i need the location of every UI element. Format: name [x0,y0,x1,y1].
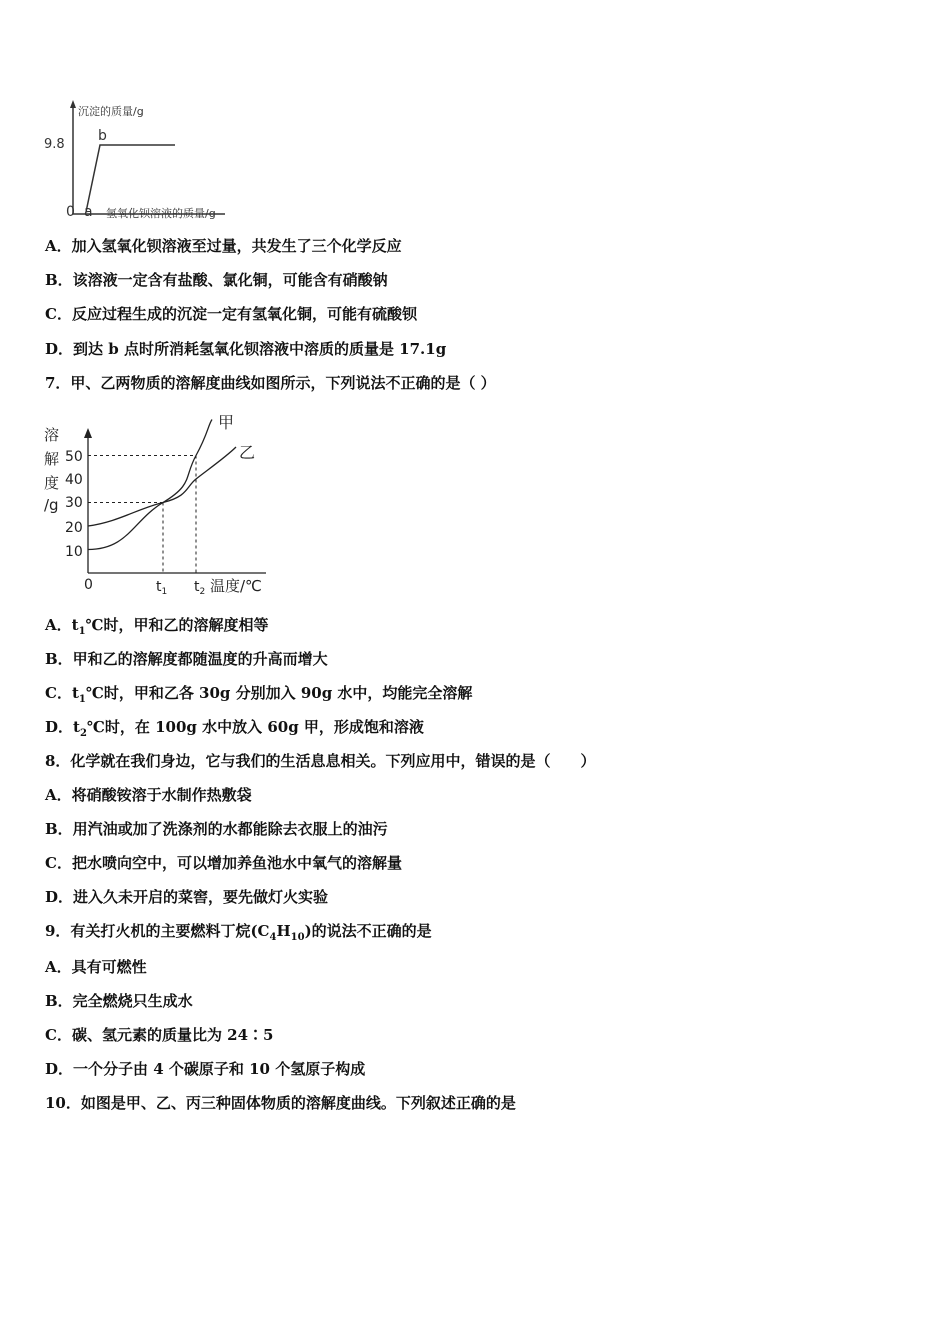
y-axis-arrow [84,428,92,438]
x-axis-label: 温度/℃ [210,577,262,595]
y-tick-50: 50 [65,449,83,465]
q7-option-a [45,615,269,642]
q7-option-b [45,649,328,669]
y-label-char-1: 溶 [44,426,60,444]
q7-stem: 7．甲、乙两物质的溶解度曲线如图所示，下列说法不正确的是（ ） [45,374,496,392]
start-a-label: a [84,204,93,220]
q6-option-d: D．到达 b 点时所消耗氢氧化钡溶液中溶质的质量是 17.1g [45,340,447,358]
q7-option-d [45,717,424,744]
y-tick-30: 30 [65,495,83,511]
point-b-label: b [98,128,107,144]
curve-yi [88,447,236,526]
q8-option-c: C．把水喷向空中，可以增加养鱼池水中氧气的溶解量 [45,854,402,872]
q8-option-b: B．用汽油或加了洗涤剂的水都能除去衣服上的油污 [45,820,388,838]
q7-option-c-prefix: C．t [45,684,79,702]
q9-stem-a: 9．有关打火机的主要燃料丁烷(C [45,922,270,940]
q7-option-c-rest: ℃时，甲和乙各 30g 分别加入 90g 水中，均能完全溶解 [85,684,473,702]
q7-option-a-prefix: A．t [45,616,79,634]
curves-layer [88,420,236,574]
x-axis-label: 氢氧化钡溶液的质量/g [106,207,216,220]
q7-option-c-sub: 1 [78,694,86,705]
curve-yi-label: 乙 [239,443,256,462]
q7-option-d-sub: 2 [79,728,87,739]
y-label-char-2: 解 [44,450,60,468]
precipitate-graph [40,98,240,222]
t1-label: $t_1$ [156,579,168,597]
q9-option-a: A．具有可燃性 [45,958,147,976]
q8-option-a: A．将硝酸铵溶于水制作热敷袋 [45,786,252,804]
y-axis-arrow [70,100,76,108]
precipitate-line [86,145,175,212]
q6-option-b: B．该溶液一定含有盐酸、氯化铜，可能含有硝酸钠 [45,271,388,289]
q9-sub-1: 4 [269,932,277,943]
q9-stem-c: )的说法不正确的是 [304,922,432,940]
y-axis-label: 沉淀的质量/g [78,105,144,118]
q8-stem: 8．化学就在我们身边，它与我们的生活息息相关。下列应用中，错误的是（ ） [45,752,596,770]
curve-jia [88,420,212,550]
q9-option-d: D．一个分子由 4 个碳原子和 10 个氢原子构成 [45,1060,366,1078]
origin-label: 0 [66,204,75,220]
y-label-char-4: /g [44,496,59,514]
q8-option-d: D．进入久未开启的菜窖，要先做灯火实验 [45,888,329,906]
y-label-char-3: 度 [44,474,60,492]
q7-option-d-prefix: D．t [45,718,80,736]
q9-option-c: C．碳、氢元素的质量比为 24∶5 [45,1026,274,1044]
q9-option-b: B．完全燃烧只生成水 [45,992,193,1010]
curve-jia-label: 甲 [218,413,235,432]
t2-label: $t_2$ [194,579,206,597]
q6-option-a: A．加入氢氧化钡溶液至过量，共发生了三个化学反应 [45,237,402,255]
q6-option-c: C．反应过程生成的沉淀一定有氢氧化铜，可能有硫酸钡 [45,305,417,323]
solubility-graph [38,410,278,600]
y-tick-20: 20 [65,520,83,536]
origin-label: 0 [84,577,93,593]
y-tick-40: 40 [65,472,83,488]
y-tick-10: 10 [65,544,83,560]
q7-option-c [45,683,472,710]
q7-option-a-rest: ℃时，甲和乙的溶解度相等 [85,616,269,634]
q9-sub-2: 10 [290,932,305,943]
y-value-label: 9.8 [44,137,65,152]
q7-option-a-sub: 1 [78,626,86,637]
q9-stem-b: H [276,922,291,940]
q10-stem: 10．如图是甲、乙、丙三种固体物质的溶解度曲线。下列叙述正确的是 [45,1094,516,1112]
q9-stem [45,921,432,948]
q7-option-b-text: B．甲和乙的溶解度都随温度的升高而增大 [45,650,328,668]
q7-option-d-rest: ℃时，在 100g 水中放入 60g 甲，形成饱和溶液 [86,718,424,736]
